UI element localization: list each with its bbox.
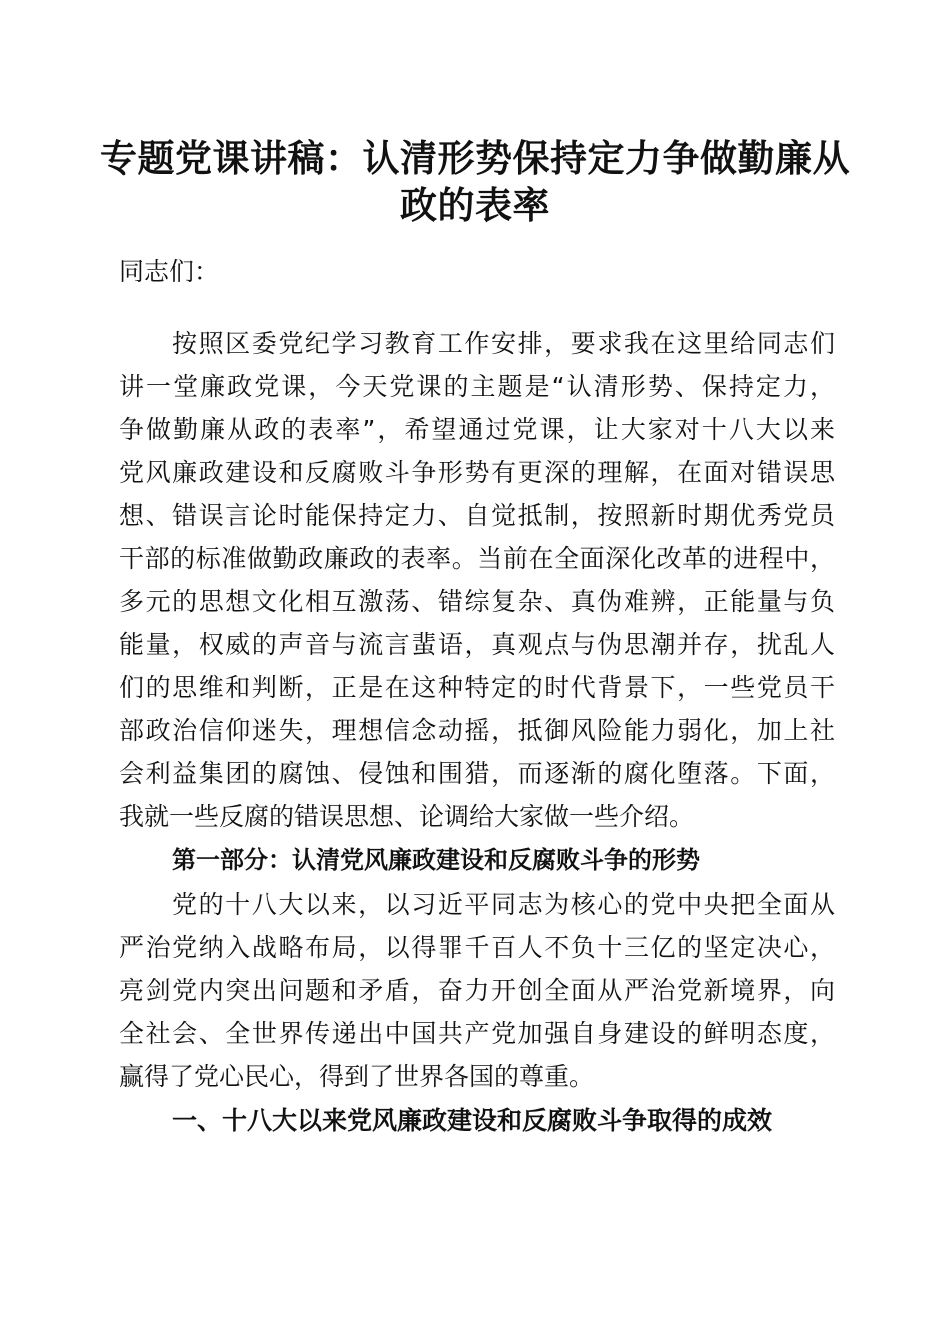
heading-1: 一、十八大以来党风廉政建设和反腐败斗争取得的成效 — [172, 1106, 773, 1135]
paragraph-2-line-4: 全社会、全世界传递出中国共产党加强自身建设的鲜明态度， — [119, 1019, 835, 1048]
paragraph-1-line-12: 我就一些反腐的错误思想、论调给大家做一些介绍。 — [119, 802, 695, 831]
paragraph-1-line-7: 多元的思想文化相互激荡、错综复杂、真伪难辨，正能量与负 — [119, 587, 835, 616]
paragraph-1-line-11: 会利益集团的腐蚀、侵蚀和围猎，而逐渐的腐化堕落。下面， — [119, 759, 835, 788]
paragraph-2-line-1: 党的十八大以来，以习近平同志为核心的党中央把全面从 — [172, 890, 835, 919]
paragraph-1-line-5: 想、错误言论时能保持定力、自觉抵制，按照新时期优秀党员 — [119, 501, 835, 530]
paragraph-2-line-5: 赢得了党心民心，得到了世界各国的尊重。 — [119, 1062, 595, 1091]
paragraph-1-line-1: 按照区委党纪学习教育工作安排，要求我在这里给同志们 — [172, 329, 835, 358]
paragraph-1-line-4: 党风廉政建设和反腐败斗争形势有更深的理解，在面对错误思 — [119, 458, 835, 487]
paragraph-1-line-2: 讲一堂廉政党课，今天党课的主题是“认清形势、保持定力， — [119, 372, 835, 401]
section-title: 第一部分：认清党风廉政建设和反腐败斗争的形势 — [172, 845, 700, 874]
paragraph-2-line-2: 严治党纳入战略布局，以得罪千百人不负十三亿的坚定决心， — [119, 933, 835, 962]
greeting: 同志们： — [119, 257, 220, 286]
paragraph-1-line-9: 们的思维和判断，正是在这种特定的时代背景下，一些党员干 — [119, 673, 835, 702]
paragraph-1-line-6: 干部的标准做勤政廉政的表率。当前在全面深化改革的进程中， — [119, 544, 835, 573]
paragraph-1-line-3: 争做勤廉从政的表率”，希望通过党课，让大家对十八大以来 — [119, 415, 835, 444]
document-title-line-1: 专题党课讲稿：认清形势保持定力争做勤廉从 — [100, 136, 850, 180]
paragraph-1-line-10: 部政治信仰迷失，理想信念动摇，抵御风险能力弱化，加上社 — [119, 716, 835, 745]
paragraph-1-line-8: 能量，权威的声音与流言蜚语，真观点与伪思潮并存，扰乱人 — [119, 630, 835, 659]
paragraph-2-line-3: 亮剑党内突出问题和矛盾，奋力开创全面从严治党新境界，向 — [119, 976, 835, 1005]
document-title-line-2: 政的表率 — [400, 183, 550, 227]
